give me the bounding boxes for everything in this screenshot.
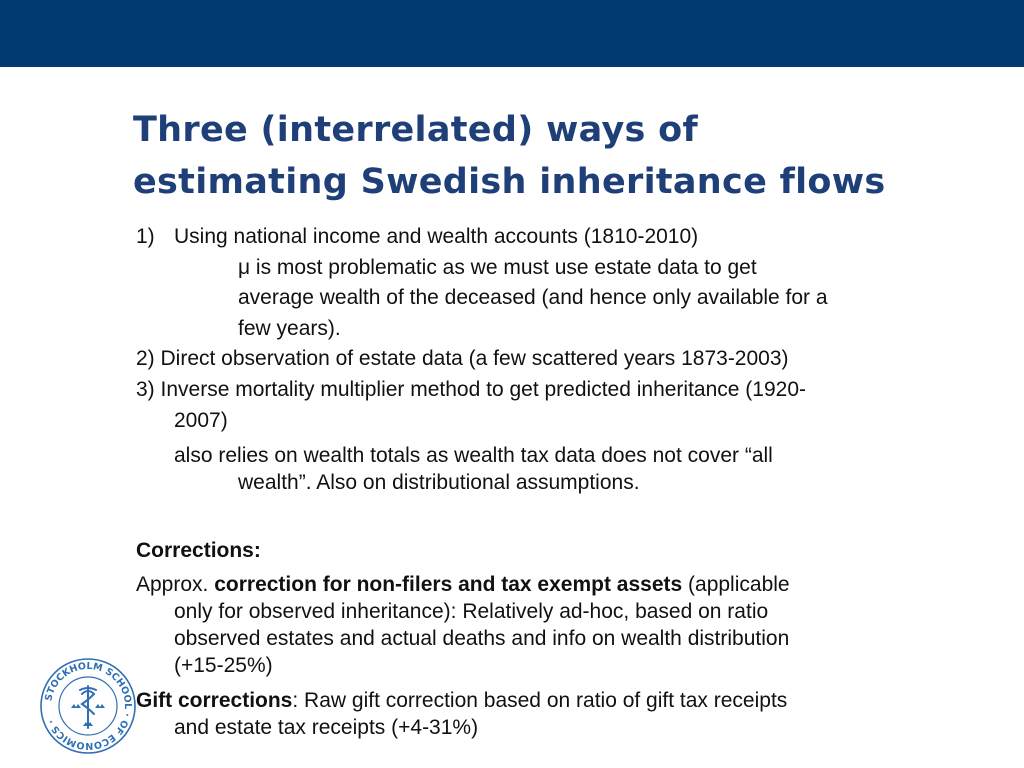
approx-bold-term: correction for non-filers and tax exempt assets <box>214 573 683 596</box>
item-2-text: 2) Direct observation of estate data (a few scattered years 1873-2003) <box>136 347 789 370</box>
title-line-1: Three (interrelated) ways of <box>133 110 699 150</box>
corrections-heading: Corrections: <box>136 539 261 562</box>
svg-text:STOCKHOLM SCHOOL · OF ECONOMIC: STOCKHOLM SCHOOL · OF ECONOMICS · <box>43 660 134 752</box>
item-3-subtext-line-2: wealth”. Also on distributional assumptions. <box>238 471 640 494</box>
item-1-text: Using national income and wealth accounts (1810-2010) <box>174 225 699 248</box>
approx-prefix: Approx. <box>136 573 215 596</box>
approx-correction-line-3: observed estates and actual deaths and info on wealth distribution <box>174 627 790 650</box>
item-1-subtext-line-1: μ is most problematic as we must use estate data to get <box>238 256 757 279</box>
caduceus-icon <box>80 686 96 728</box>
approx-correction-line-4: (+15-25%) <box>174 654 273 677</box>
gift-line-1-rest: : Raw gift correction based on ratio of gift tax receipts <box>292 689 788 712</box>
item-1-subtext-line-2: average wealth of the deceased (and hence only available for a <box>238 286 828 309</box>
item-3-subtext-line-1: also relies on wealth totals as wealth tax data does not cover “all <box>174 444 773 467</box>
item-1-number: 1) <box>136 225 155 248</box>
approx-correction-line-2: only for observed inheritance): Relatively ad-hoc, based on ratio <box>174 600 769 623</box>
gift-correction-line-1 <box>136 688 787 714</box>
item-3-text-line-1: 3) Inverse mortality multiplier method to get predicted inheritance (1920- <box>136 378 806 401</box>
title-line-2: estimating Swedish inheritance flows <box>133 162 886 202</box>
approx-line-1-rest: (applicable <box>682 573 790 596</box>
item-3-text-line-2: 2007) <box>174 409 228 432</box>
school-seal-logo <box>38 656 138 756</box>
gift-correction-line-2: and estate tax receipts (+4-31%) <box>174 716 479 739</box>
gift-bold-term: Gift corrections <box>136 689 293 712</box>
approx-correction-line-1 <box>136 572 790 598</box>
item-1-subtext-line-3: few years). <box>238 317 341 340</box>
